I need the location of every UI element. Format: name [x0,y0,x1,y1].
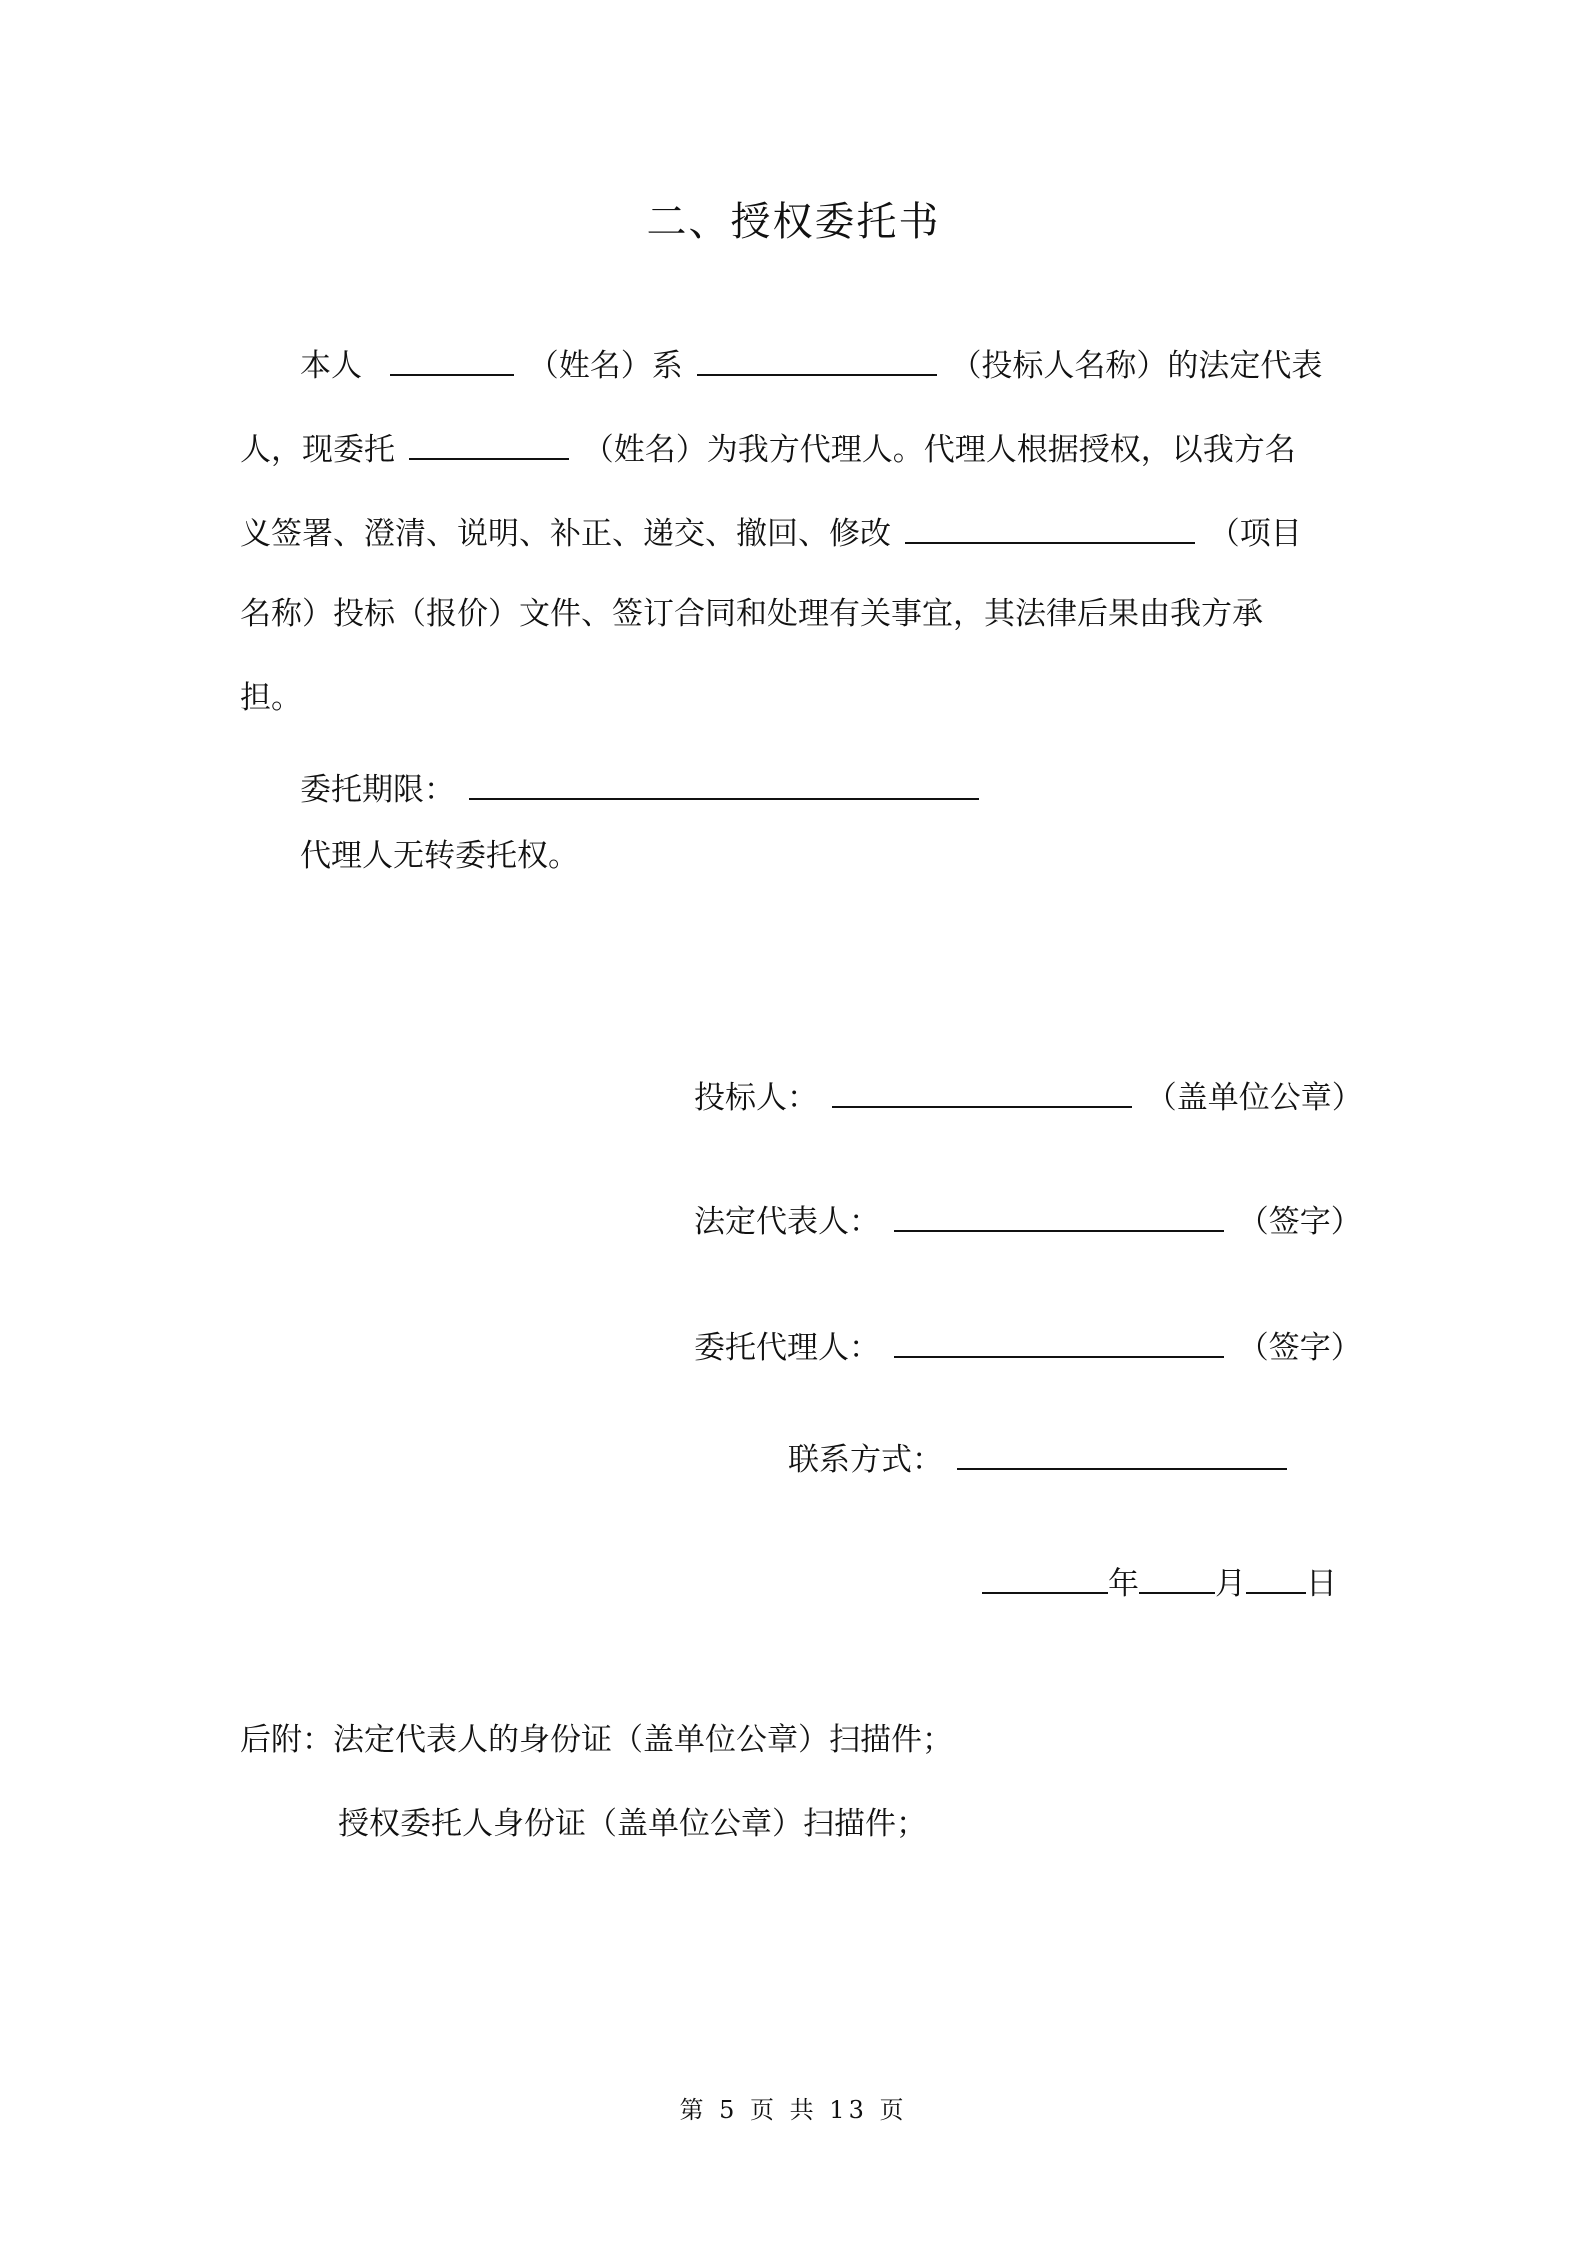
contact-label: 联系方式： [788,1442,943,1478]
agent-note: （签字） [1237,1330,1362,1366]
year-blank[interactable] [982,1562,1108,1594]
contact-blank[interactable] [957,1438,1287,1470]
body-line-5: 担。 [240,680,302,716]
text-actions: 义签署、澄清、说明、补正、递交、撤回、修改 [240,516,891,552]
legal-rep-label: 法定代表人： [694,1204,880,1240]
bidder-line [694,1076,1363,1118]
text-name-hint: （姓名）系 [527,348,683,384]
agent-name-blank[interactable] [409,428,569,460]
month-label: 月 [1215,1566,1246,1602]
bidder-blank[interactable] [832,1076,1132,1108]
body-line-3 [240,512,1302,554]
agent-line [694,1326,1362,1368]
project-name-blank[interactable] [905,512,1195,544]
text-entrust: 人，现委托 [240,432,395,468]
term-blank[interactable] [469,768,979,800]
day-blank[interactable] [1246,1562,1306,1594]
body-line-2 [240,428,1296,470]
name-blank[interactable] [390,344,514,376]
bidder-label: 投标人： [694,1080,818,1116]
year-label: 年 [1108,1566,1139,1602]
month-blank[interactable] [1139,1562,1215,1594]
text-bidder-hint: （投标人名称）的法定代表 [950,348,1323,384]
text-self: 本人 [300,348,362,384]
term-label: 委托期限： [300,772,455,808]
attachment-line-2: 授权委托人身份证（盖单位公章）扫描件； [338,1806,927,1842]
legal-rep-note: （签字） [1237,1204,1362,1240]
contact-line [788,1438,1291,1480]
attachment-line-1: 后附：法定代表人的身份证（盖单位公章）扫描件； [240,1722,953,1758]
agent-blank[interactable] [894,1326,1224,1358]
bidder-name-blank[interactable] [697,344,937,376]
body-line-4: 名称）投标（报价）文件、签订合同和处理有关事宜，其法律后果由我方承 [240,596,1263,632]
no-transfer-line: 代理人无转委托权。 [300,838,579,874]
text-project-hint: （项目 [1208,516,1302,552]
day-label: 日 [1306,1566,1337,1602]
body-line-1 [300,344,1322,386]
date-line [982,1562,1337,1604]
page-number: 第 5 页 共 13 页 [679,2096,908,2124]
agent-label: 委托代理人： [694,1330,880,1366]
page-title: 二、授权委托书 [646,199,941,245]
legal-rep-blank[interactable] [894,1200,1224,1232]
term-line [300,768,983,810]
text-agent-hint: （姓名）为我方代理人。代理人根据授权，以我方名 [582,432,1296,468]
legal-rep-line [694,1200,1362,1242]
bidder-note: （盖单位公章） [1145,1080,1363,1116]
